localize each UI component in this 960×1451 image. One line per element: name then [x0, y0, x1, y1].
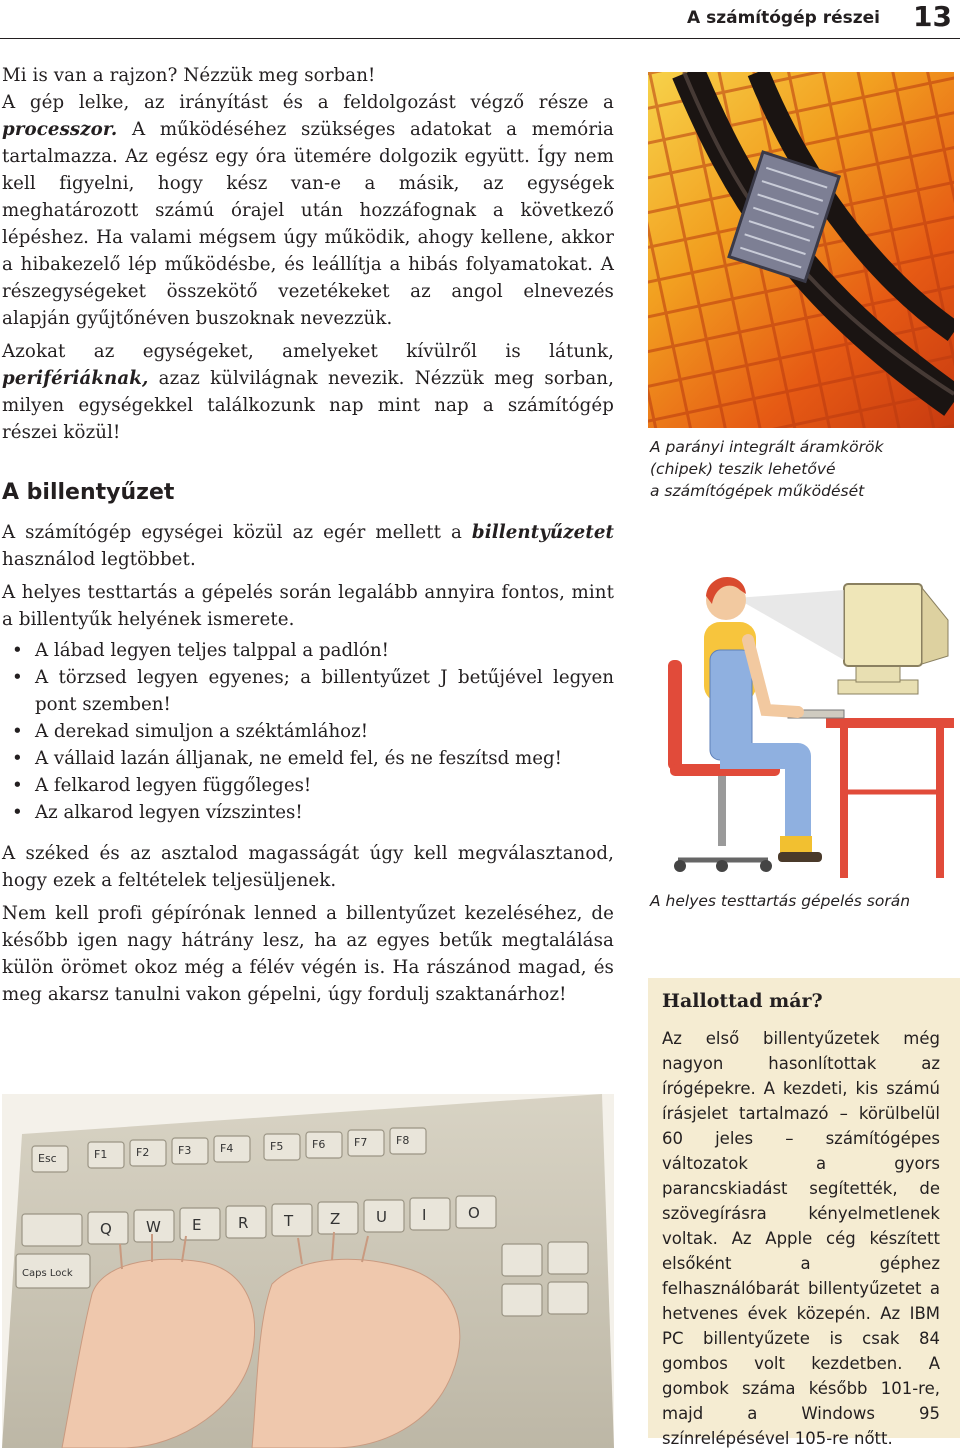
header-rule: [0, 38, 960, 39]
page-number: 13: [913, 0, 952, 33]
key-label: U: [376, 1208, 387, 1226]
processor-paragraph-text-b: A működéséhez szükséges adatokat a memória tartalmazza. Az egész egy óra ütemére dolgozik együtt. Így nem kell figyelni, hogy kész van-e a másik, az egységek meghatározott számú órajel után hozzáfognak a következő lépéshez. Ha valami mégsem úgy működik, ahogy kellene, akkor a hibakezelő lép működésbe, és leállítja a hibás folyamatokat. A részegységeket összekötő vezetékeket az angol elnevezés alapján gyűjtőnéven buszoknak nevezzük.: [2, 119, 614, 329]
peripherals-paragraph-text-a: Azokat az egységeket, amelyeket kívülről is látunk,: [2, 341, 614, 362]
main-column: [2, 62, 614, 1014]
chip-caption-line: (chipek) teszik lehetővé: [650, 460, 836, 478]
section-heading-keyboard: A billentyűzet: [2, 480, 175, 505]
list-item: • A lábad legyen teljes talppal a padlón!: [2, 637, 614, 664]
key-label: W: [146, 1218, 161, 1236]
key-label: F7: [354, 1136, 368, 1149]
list-item: • A vállaid lazán álljanak, ne emeld fel, és ne feszítsd meg!: [2, 745, 614, 772]
posture-rules-list: [2, 637, 614, 826]
key-label: T: [284, 1212, 294, 1230]
chip-caption: [650, 436, 955, 502]
processor-paragraph: [2, 89, 614, 332]
key-label: Q: [100, 1220, 112, 1238]
chip-photo: [648, 72, 954, 428]
did-you-know-title: Hallottad már?: [662, 990, 823, 1012]
list-item: • A felkarod legyen függőleges!: [2, 772, 614, 799]
chip-illustration: [648, 72, 954, 428]
key-label: R: [238, 1214, 249, 1232]
keyboard-intro-text-b: használod legtöbbet.: [2, 549, 196, 570]
chip-caption-line: a számítógépek működését: [650, 482, 865, 500]
chair-desk-paragraph: A széked és az asztalod magasságát úgy kell megválasztanod, hogy ezek a feltételek teljesüljenek.: [2, 843, 614, 891]
keyboard-illustration: [2, 1094, 614, 1448]
list-item: • A derekad simuljon a széktámlához!: [2, 718, 614, 745]
posture-paragraph: A helyes testtartás a gépelés során legalább annyira fontos, mint a billentyűk helyének ismerete.: [2, 582, 614, 630]
peripherals-term: perifériáknak,: [2, 368, 149, 389]
did-you-know-text: Az első billentyűzetek még nagyon hasonlítottak az írógépekre. A kezdeti, kis számú írásjelet tartalmazó – körülbelül 60 jeles – számítógépes változatok a gyors parancskiadást segítették, de szövegírásra kényelmetlenek voltak. Az Apple cég készített elsőként a géphez felhasználóbarát billentyűzetet a hetvenes évek közepén. Az IBM PC billentyűzete is csak 84 gombos volt kezdetben. A gombok száma később 101-re, majd a Windows 95 színrelépésével 105-re nőtt.: [662, 1029, 940, 1448]
keyboard-term: billentyűzetet: [471, 522, 614, 543]
intro-paragraph: Mi is van a rajzon? Nézzük meg sorban!: [2, 65, 376, 86]
typing-paragraph: Nem kell profi gépírónak lenned a billentyűzet kezeléséhez, de később igen nagy hátrány lesz, ha az egyes betűk megtalálása külön örömet okoz még a félév végén is. Ha rászánod magad, és meg akarsz tanulni vakon gépelni, úgy fordulj szaktanárhoz!: [2, 903, 614, 1005]
key-label: E: [192, 1216, 202, 1234]
did-you-know-box: [648, 978, 960, 1448]
key-label: F3: [178, 1144, 192, 1157]
running-header-title: A számítógép részei: [687, 8, 880, 28]
processor-term: processzor.: [2, 119, 118, 140]
key-label: F8: [396, 1134, 410, 1147]
keyboard-photo: [2, 1094, 614, 1448]
list-item: • Az alkarod legyen vízszintes!: [2, 799, 614, 826]
desk-top: [826, 718, 954, 728]
key-label: F5: [270, 1140, 284, 1153]
posture-illustration: [648, 560, 954, 880]
processor-paragraph-text-a: A gép lelke, az irányítást és a feldolgozást végző része a: [2, 92, 614, 113]
key-label: F1: [94, 1148, 108, 1161]
key-label: Z: [330, 1210, 341, 1228]
key-label: F4: [220, 1142, 234, 1155]
peripherals-paragraph-text-b: azaz külvilágnak nevezik. Nézzük meg sorban, milyen egységekkel találkozunk nap mint nap a számítógép részei közül!: [2, 368, 614, 443]
key-label: I: [422, 1206, 427, 1224]
list-item: • A törzsed legyen egyenes; a billentyűzet J betűjével legyen pont szemben!: [2, 664, 614, 718]
posture-caption: A helyes testtartás gépelés során: [650, 892, 911, 910]
desk-leg: [840, 728, 848, 878]
key-label: O: [468, 1204, 480, 1222]
chip-caption-line: A parányi integrált áramkörök: [650, 438, 884, 456]
keyboard-intro-paragraph: [2, 519, 614, 573]
desk-leg: [936, 728, 944, 878]
key-label: Caps Lock: [22, 1268, 73, 1279]
key-label: Esc: [38, 1152, 57, 1165]
keyboard-intro-text-a: A számítógép egységei közül az egér mellett a: [2, 522, 472, 543]
peripherals-paragraph: [2, 338, 614, 446]
key-label: F2: [136, 1146, 150, 1159]
posture-drawing: [648, 560, 954, 880]
key-label: F6: [312, 1138, 326, 1151]
